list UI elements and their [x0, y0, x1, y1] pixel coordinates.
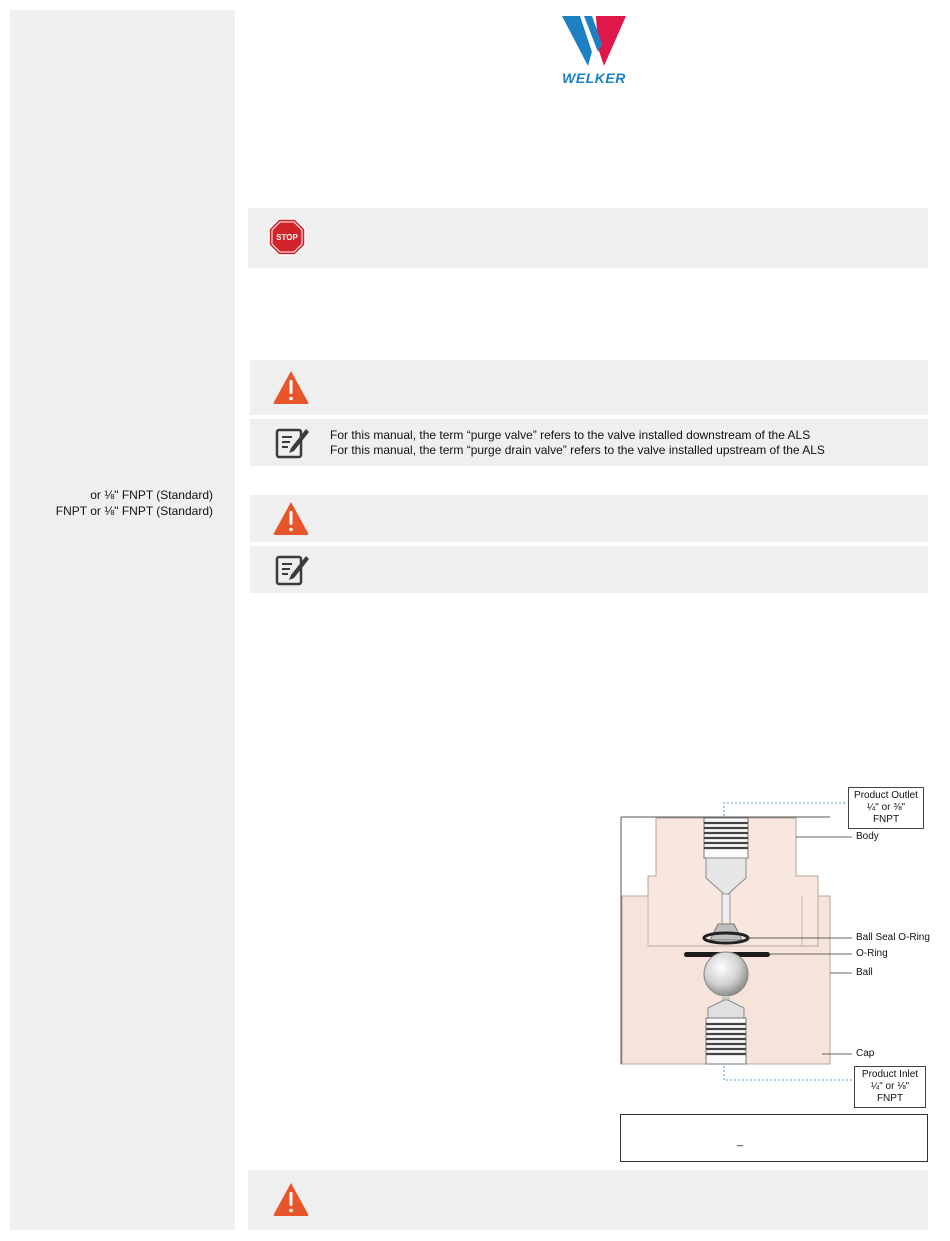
stop-notice: [248, 208, 928, 268]
warning-triangle-icon: [272, 1181, 310, 1217]
ball-seal-label: Ball Seal O-Ring: [856, 932, 930, 943]
sidebar: [10, 10, 235, 1230]
sidebar-line-1: or ⅛" FNPT (Standard): [90, 488, 213, 502]
note-pencil-icon: [274, 425, 310, 461]
note-line-2: For this manual, the term “purge drain valve” refers to the valve installed upstream of the ALS: [330, 443, 825, 457]
warning-notice-1: [250, 360, 928, 415]
cross-section-diagram: [618, 786, 930, 1104]
welker-logo: [560, 14, 628, 86]
warning-triangle-icon: [272, 369, 310, 405]
stop-sign-icon: [268, 218, 306, 256]
outlet-title: Product Outlet: [854, 790, 918, 801]
note-pencil-icon: [274, 552, 310, 588]
cap-label: Cap: [856, 1048, 875, 1059]
note-notice-1: [250, 419, 928, 466]
logo-mark-icon: [560, 14, 628, 70]
inlet-size: ¼" or ⅛" FNPT: [870, 1081, 910, 1104]
inlet-callout: [854, 1066, 926, 1108]
note-notice-2: [250, 546, 928, 593]
warning-triangle-icon: [272, 500, 310, 536]
outlet-callout: [848, 787, 924, 829]
warning-notice-3: [248, 1170, 928, 1230]
caption-mark: _: [737, 1135, 744, 1147]
oring-label: O-Ring: [856, 948, 888, 959]
sidebar-line-2: FNPT or ⅛" FNPT (Standard): [55, 504, 213, 518]
note-line-1: For this manual, the term “purge valve” refers to the valve installed downstream of the ALS: [330, 428, 811, 442]
outlet-size: ¼" or ⅜" FNPT: [866, 802, 906, 825]
inlet-title: Product Inlet: [861, 1069, 919, 1080]
body-label: Body: [856, 831, 879, 842]
logo-text: WELKER: [562, 70, 626, 86]
warning-notice-2: [250, 495, 928, 542]
ball-label: Ball: [856, 967, 873, 978]
figure-caption-box: [620, 1114, 928, 1162]
stop-label: STOP: [276, 233, 298, 242]
